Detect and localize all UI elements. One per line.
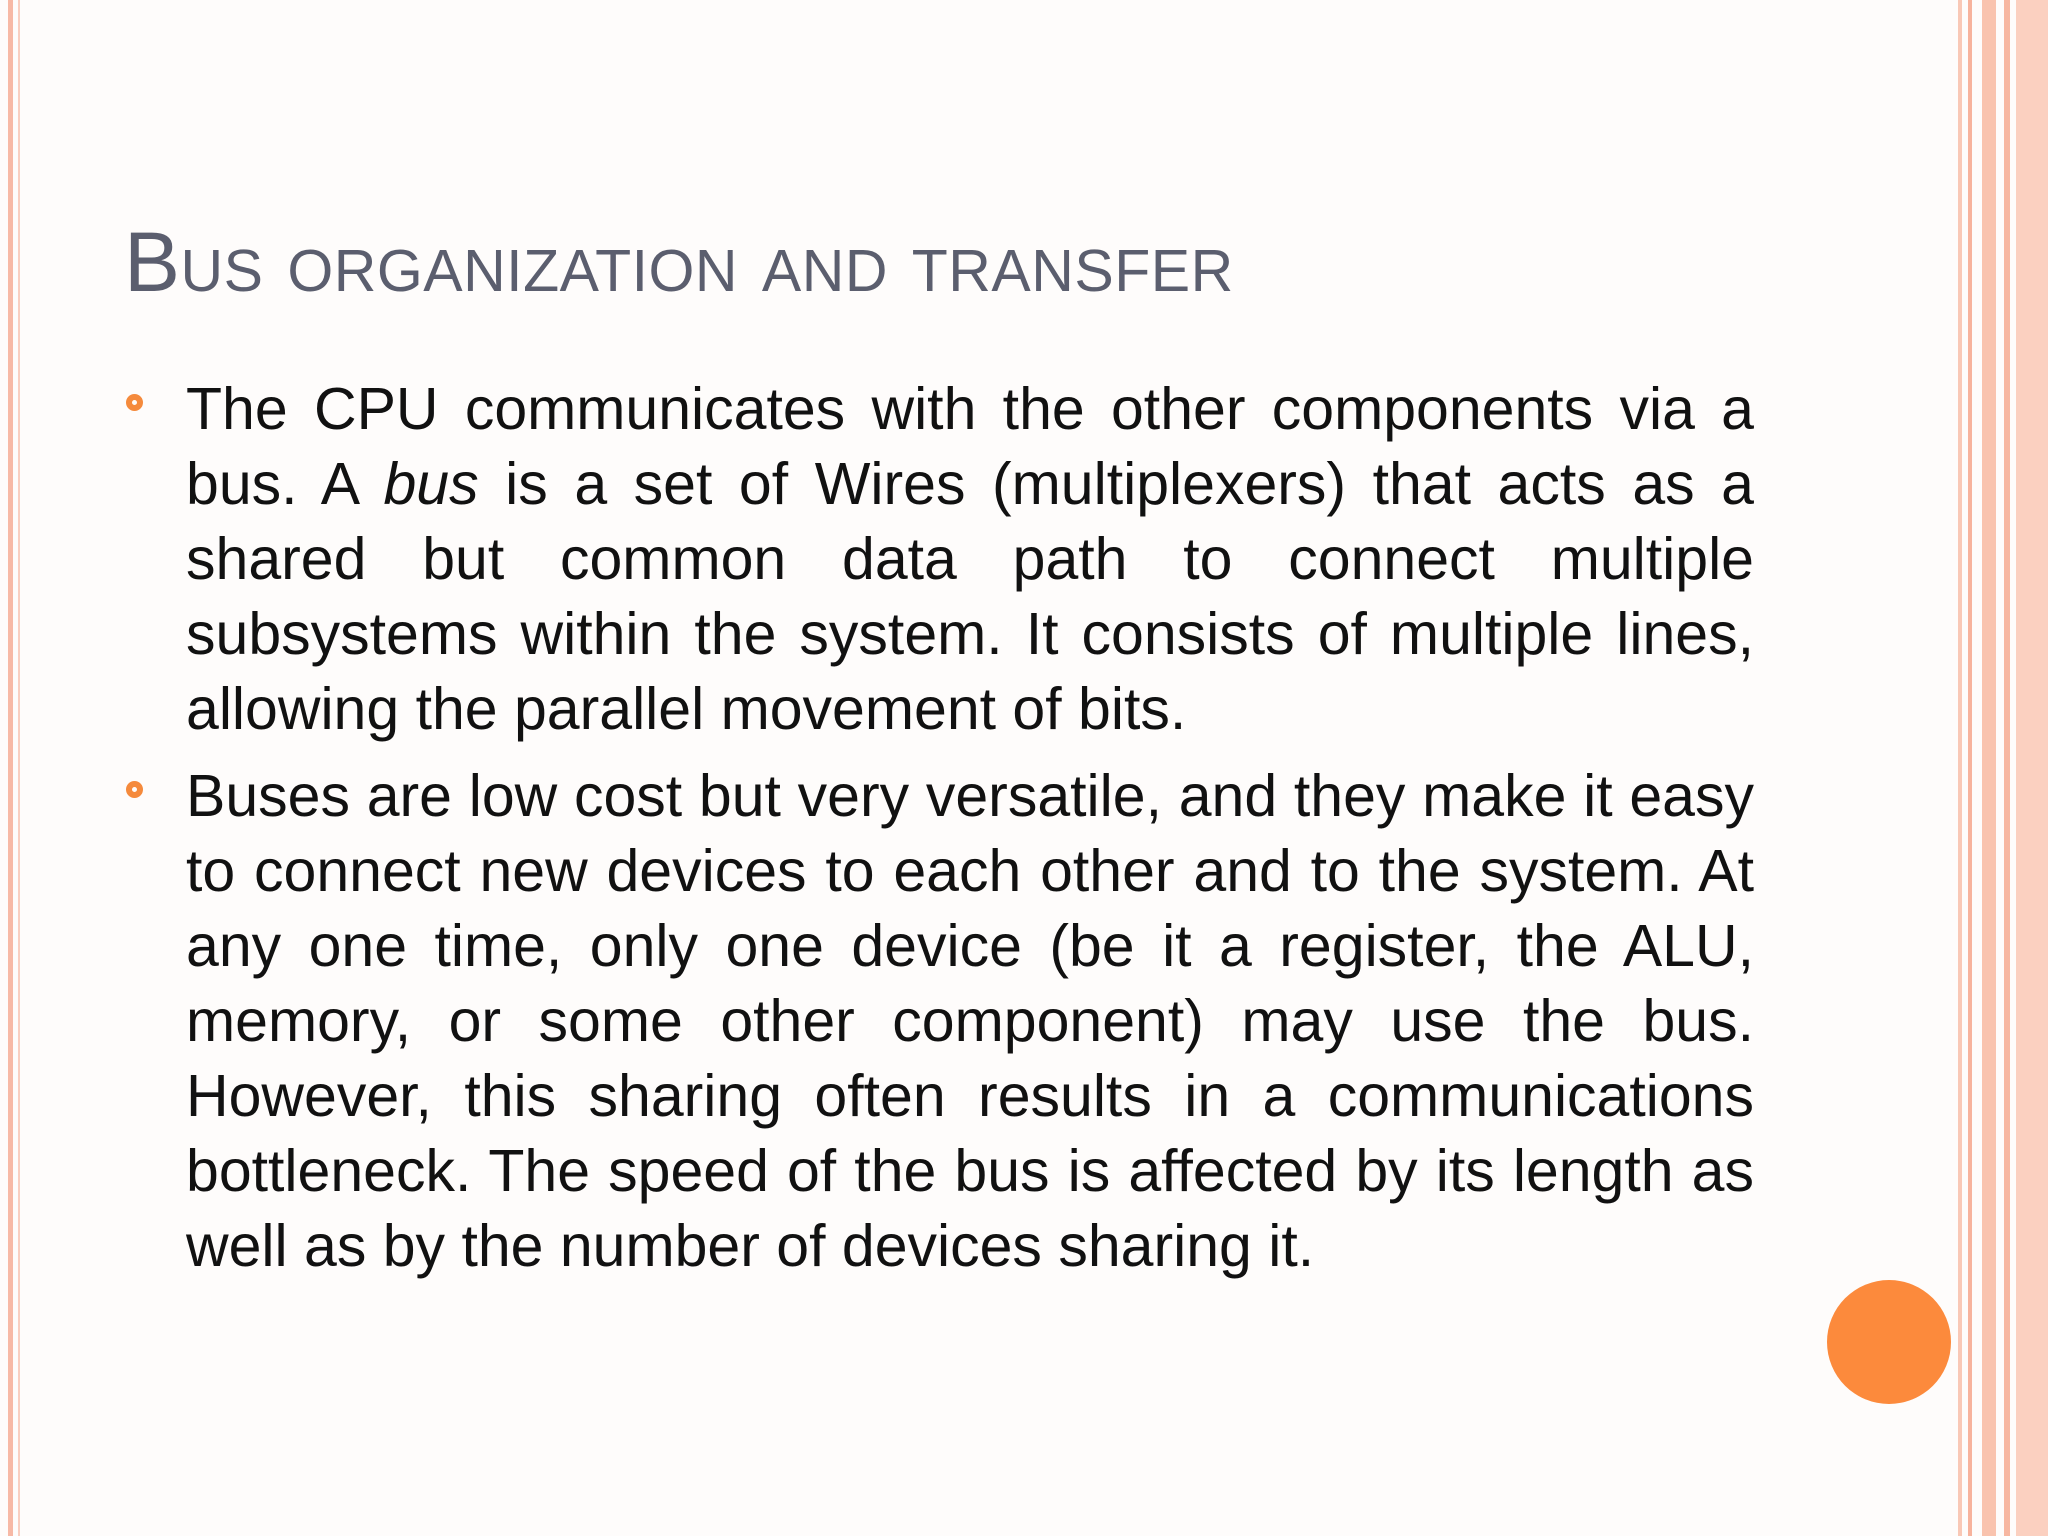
bullet-text-part: The CPU communicates with the other components via a bus. A bbox=[186, 376, 1754, 517]
bullet-ring-icon bbox=[126, 394, 143, 411]
bullet-text bbox=[186, 372, 1754, 747]
bullet-text-part: is a set of Wires (multiplexers) that acts as a shared but common data path to connect multiple subsystems within the system. It consists of multiple lines, allowing the parallel movement of bits. bbox=[186, 451, 1754, 742]
accent-circle bbox=[1827, 1280, 1951, 1404]
bullet-item bbox=[124, 759, 1754, 1284]
frame-stripe-right bbox=[1958, 0, 1962, 1536]
frame-stripe-right bbox=[2004, 0, 2010, 1536]
bullet-list bbox=[124, 372, 1754, 1296]
bullet-emphasis: bus bbox=[383, 451, 479, 517]
bullet-ring-icon bbox=[126, 781, 143, 798]
frame-stripe-right bbox=[1982, 0, 1996, 1536]
bullet-text: Buses are low cost but very versatile, and they make it easy to connect new devices to each other and to the system. At any one time, only one device (be it a register, the ALU, memory, or some other component) may use the bus. However, this sharing often results in a communications bottleneck. The speed of the bus is affected by its length as well as by the number of devices sharing it. bbox=[186, 763, 1754, 1279]
frame-stripe-left bbox=[8, 0, 13, 1536]
frame-stripe-right bbox=[1968, 0, 1972, 1536]
frame-stripe-left-thin bbox=[18, 0, 20, 1536]
frame-stripe-right bbox=[2016, 0, 2048, 1536]
slide-title: Bus organization and transfer bbox=[124, 215, 1234, 309]
bullet-item bbox=[124, 372, 1754, 747]
